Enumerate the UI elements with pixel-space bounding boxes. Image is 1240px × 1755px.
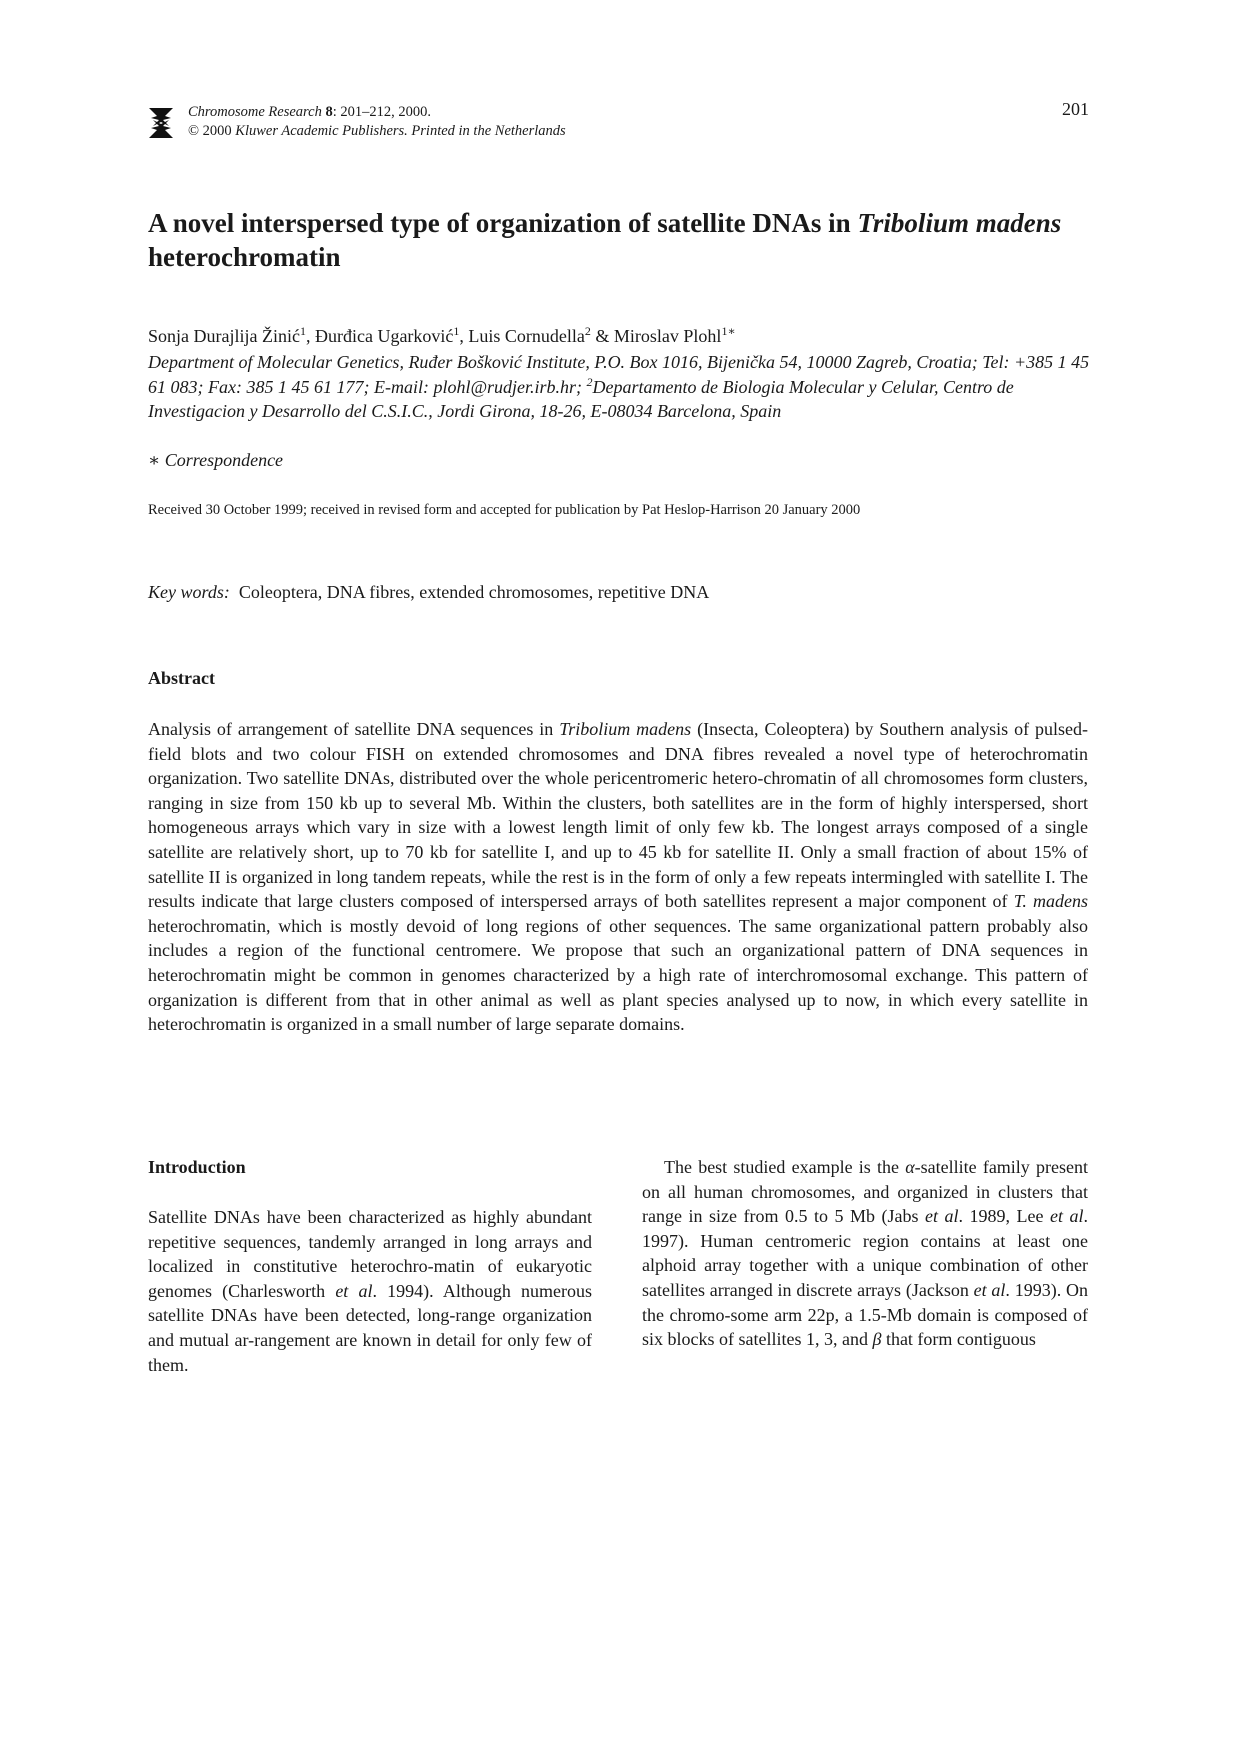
keywords-label: Key words: <box>148 582 230 602</box>
author-separator: , <box>305 326 315 346</box>
intro-etal: et al <box>1050 1206 1084 1227</box>
journal-name: Chromosome Research <box>188 104 322 120</box>
affiliation-1: Department of Molecular Genetics, Ruđer Bošković Institute, P.O. Box 1016, Bijenička 54, 10000 Zagreb, Croatia; Tel: +385 1 45 61 083; Fax: 385 1 45 61 177; E-mail: plohl@rudjer.irb.hr; <box>148 352 1090 397</box>
title-part-1: A novel interspersed type of organization of satellite DNAs in <box>148 208 858 238</box>
intro-text: that form contiguous <box>881 1329 1036 1350</box>
correspondence-note <box>148 448 1108 472</box>
abstract-heading: Abstract <box>148 668 215 688</box>
publisher-name: Kluwer Academic Publishers. Printed in the Netherlands <box>235 123 566 139</box>
correspondence-text: Correspondence <box>160 450 284 470</box>
title-species: Tribolium madens <box>857 208 1062 238</box>
title-part-2: heterochromatin <box>148 242 341 272</box>
intro-text: . 1993). On the chromo-some arm 22p, a 1.5-Mb domain is composed of six blocks of satellites 1, 3, and <box>642 1279 1088 1350</box>
intro-greek-beta: β <box>872 1329 882 1350</box>
journal-volume: 8 <box>325 104 333 120</box>
author-1-affil: 1 <box>299 324 306 338</box>
publisher-logo-icon <box>147 104 175 142</box>
intro-text: -satellite family present on all human chromosomes, and organized in clusters that range in size from 0.5 to 5 Mb (Jabs <box>642 1157 1088 1227</box>
abstract-text: heterochromatin, which is mostly devoid of long regions of other sequences. The same organizational pattern probably also includes a region of the functional centromere. We propose that such an organizational pattern of DNA sequences in heterochromatin might be common in genomes characterized by a high rate of interchromosomal exchange. This pattern of organization is different from that in other animal as well as plant species analysed up to now, in which every satellite in heterochromatin is organized in a small number of large separate domains. <box>148 915 1088 1035</box>
correspondence-mark: ∗ <box>148 450 161 470</box>
copyright-symbol: © <box>188 123 200 139</box>
intro-text: The best studied example is the <box>664 1157 906 1177</box>
journal-citation <box>188 103 566 141</box>
author-list <box>148 324 1108 348</box>
received-dates: Received 30 October 1999; received in revised form and accepted for publication by Pat Heslop-Harrison 20 January 2000 <box>148 502 861 518</box>
author-2-affil: 1 <box>453 324 460 338</box>
author-2: Ðurđica Ugarković <box>314 326 454 346</box>
journal-pages-year: : 201–212, 2000. <box>332 104 431 120</box>
abstract-text: Analysis of arrangement of satellite DNA sequences in <box>148 719 560 739</box>
intro-etal: et al <box>335 1280 373 1301</box>
copyright-line <box>188 122 566 141</box>
copyright-year: 2000 <box>202 123 232 139</box>
abstract-species: Tribolium madens <box>559 719 692 739</box>
keywords <box>148 580 1108 604</box>
author-separator: , <box>459 326 469 346</box>
author-4-affil: 1∗ <box>721 324 736 338</box>
introduction-right-column <box>642 1155 1088 1352</box>
abstract-text: (Insecta, Coleoptera) by Southern analysis of pulsed-field blots and two colour FISH on extended chromosomes and DNA fibres revealed a novel type of heterochromatin organization. Two satellite DNAs, distributed over the whole pericentromeric hetero-chromatin of all chromosomes form clusters, ranging in size from 150 kb up to several Mb. Within the clusters, both satellites are in the form of highly interspersed, short homogeneous arrays which vary in size with a lowest length limit of only few kb. The longest arrays composed of a single satellite are relatively short, up to 70 kb for satellite I, and up to 45 kb for satellite II. Only a small fraction of about 15% of satellite II is organized in long tandem repeats, while the rest is in the form of only a few repeats intermingled with satellite I. The results indicate that large clusters composed of interspersed arrays of both satellites represent a major component of <box>148 719 1088 912</box>
affiliation-2: Departamento de Biologia Molecular y Celular, Centro de Investigacion y Desarrollo del C.S.I.C., Jordi Girona, 18-26, E-08034 Barcelona, Spain <box>148 376 1014 421</box>
introduction-left-column <box>148 1205 592 1377</box>
introduction-heading: Introduction <box>148 1157 246 1177</box>
affiliations <box>148 350 1108 424</box>
keywords-text: Coleoptera, DNA fibres, extended chromosomes, repetitive DNA <box>238 582 710 602</box>
paper-title <box>148 206 1108 274</box>
intro-text: Satellite DNAs have been characterized as highly abundant repetitive sequences, tandemly arranged in long arrays and localized in constitutive heterochro-matin of eukaryotic genomes (Charlesworth <box>148 1207 592 1301</box>
intro-greek-alpha: α <box>905 1157 915 1177</box>
author-4: Miroslav Plohl <box>613 326 722 346</box>
intro-etal: et al <box>973 1279 1006 1300</box>
page-number: 201 <box>1062 99 1089 119</box>
author-separator: & <box>590 326 614 346</box>
journal-line <box>188 103 566 122</box>
intro-text: . 1989, Lee <box>958 1206 1050 1227</box>
intro-text: . 1997). Human centromeric region contains at least one alphoid array together with a unique combination of other satellites arranged in discrete arrays (Jackson <box>642 1206 1088 1300</box>
abstract-body <box>148 717 1088 1037</box>
abstract-species: T. madens <box>1013 891 1088 912</box>
affiliation-2-marker: 2 <box>586 374 593 389</box>
intro-text: . 1994). Although numerous satellite DNAs have been detected, long-range organization and mutual ar-rangement are known in detail for only few of them. <box>148 1280 592 1375</box>
author-1: Sonja Durajlija Žinić <box>148 326 300 346</box>
intro-etal: et al <box>925 1206 959 1227</box>
author-3: Luis Cornudella <box>468 326 585 346</box>
author-3-affil: 2 <box>584 324 591 338</box>
